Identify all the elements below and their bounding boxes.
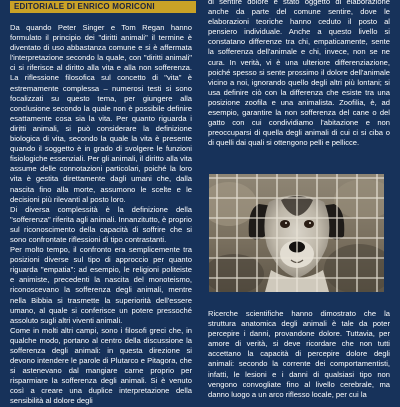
dog-photo-illustration xyxy=(209,174,384,292)
editorial-byline: EDITORIALE DI ENRICO MORICONI xyxy=(10,1,196,13)
left-paragraph-4: Come in molti altri campi, sono i filosofi greci che, in qualche modo, portano al centro della discussione la sofferenza degli animali: in questa direzione si devono intendere le parole di Plutarco e Pitagora, che si astenevano dal mangiare carne proprio per risparmiare la sofferenza degli animali. Si è venuto così a creare una duplice interpretazione della sensibilità al dolore degli xyxy=(10,325,192,406)
right-column-top xyxy=(208,0,390,148)
dog-behind-fence-photo xyxy=(209,174,384,292)
right-bottom-paragraph-1: Ricerche scientifiche hanno dimostrato che la struttura anatomica degli animali è tale da poter percepire i danni, provandone dolore. Tuttavia, per amore di verità, si deve ricordare che non tutti accettano la capacità di percepire dolore degli animali: secondo la corrente dei comportamentisti, infatti, le lesioni e i danni di qualsiasi tipo non vengono convogliate fino al livello cerebrale, ma danno luogo a un arco riflesso locale, per cui la xyxy=(208,309,390,399)
left-paragraph-3: Per molto tempo, il confronto era semplicemente tra posizioni diverse sul tipo di approccio per quanto riguarda "empatia": ad esempio, le religioni politeiste e animiste, precedenti la nascita del monoteismo, riconoscevano la sofferenza degli animali, mentre nella Bibbia si trasmette la superiorità dell'essere umano, al quale si conferisce un potere pressoché assoluto sugli altri viventi animali. xyxy=(10,245,192,325)
left-paragraph-1: Da quando Peter Singer e Tom Regan hanno formulato il principio dei "diritti animali" il termine è diventato di uso abbastanza comune e si è affermata l'interpretazione secondo la quale, con "diritti animali" ci si riferisce al diritto alla vita e alla non sofferenza. La riflessione filosofica sul concetto di "vita" è estremamente complessa – numerosi testi si sono focalizzati su questo tema, per giungere alla conclusione secondo la quale non è possibile definire esattamente cosa sia la vita. Per quanto riguarda i diritti animali, si può considerare la definizione biologica di vita, secondo la quale la vita è presente quando il soggetto è in grado di svolgere le funzioni fisiologiche essenziali. Per gli animali, il diritto alla vita assume delle connotazioni particolari, poiché la loro vita è gestita direttamente dagli umani che, dalla nascita fino alla morte, assumono le scelte e le decisioni più rilevanti al posto loro. xyxy=(10,23,192,204)
left-column xyxy=(10,23,192,407)
right-top-paragraph-1: di sentire dolore è stato oggetto di elaborazione anche da parte del comune sentire, dove le elaborazioni teoriche hanno ceduto il posto al pensiero individuale. Anche a questo livello si constatano differenze tra chi, empaticamente, sente la sofferenza dell'animale e chi, invece, non se ne cura. In verità, vi è una ulteriore differenziazione, poiché spesso si sente prossimo il dolore dell'animale vicino a noi, ignorando quello degli altri più lontani; si usa definire ciò con la differenza che esiste tra una posizione zoofila e una animalista. Zoofilia, è, ad esempio, garantire la non sofferenza del cane o del gatto con cui condividiamo l'abitazione e non preoccuparsi di quella degli animali di cui ci si ciba o di quelli dai quali si ottengono pelli e pellicce. xyxy=(208,0,390,148)
left-paragraph-2: Di diversa complessità è la definizione della "sofferenza" riferita agli animali. Innanzitutto, è proprio sul riconoscimento della capacità di soffrire che si sono confrontate riflessioni di tipo contrastanti. xyxy=(10,204,192,244)
right-column-bottom xyxy=(208,309,390,400)
